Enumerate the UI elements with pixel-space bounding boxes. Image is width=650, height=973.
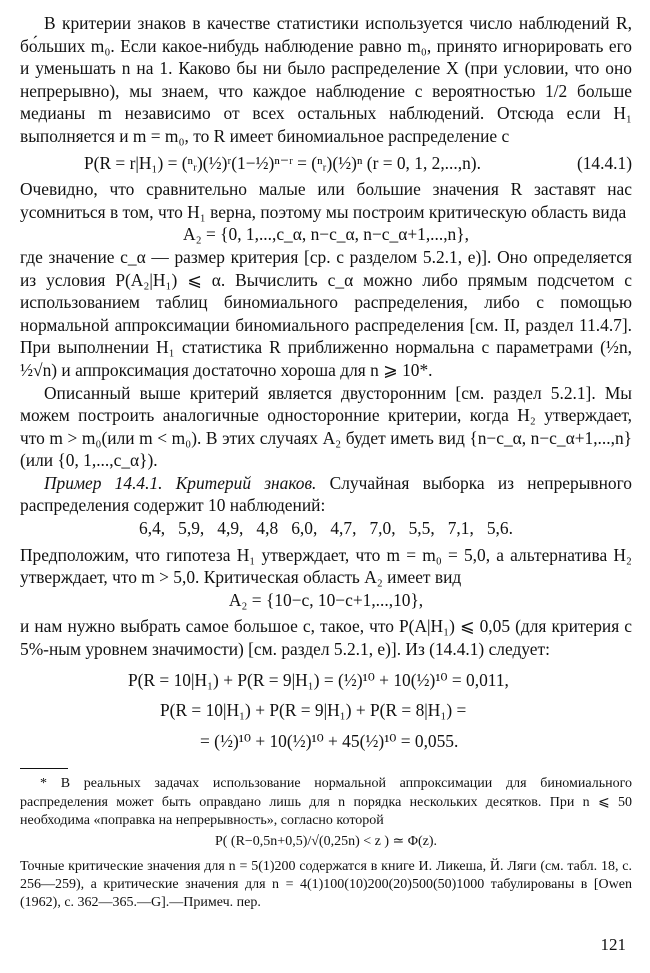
paragraph-critical-region: Очевидно, что сравнительно малые или большие значения R заставят нас усомниться в том, что H₁ верна, поэтому мы построим критическую область вида — [20, 179, 632, 222]
footnote-translator-note: Точные критические значения для n = 5(1)200 содержатся в книге И. Ликеша, Й. Ляги (см. табл. 18, с. 256—259), а критические значения для n = 4(1)100(10)200(20)500(50)1000 табулированы в [Owen (1962), с. 362—365.—G].—Примеч. пер. — [20, 859, 632, 911]
page-body — [20, 12, 632, 913]
paragraph-example-heading — [20, 472, 632, 517]
equation-number: (14.4.1) — [576, 152, 632, 173]
equation-region-a2: A₂ = {10−c, 10−c+1,...,10}, — [228, 589, 424, 610]
paragraph-choose-c: и нам нужно выбрать самое большое c, такое, что P(A|H₁) ⩽ 0,05 (для критерия с 5%-ным уровнем значимости) [см. раздел 5.2.1, е)]. Из (14.4.1) следует: — [20, 616, 632, 660]
footnote-equation: P( (R−0,5n+0,5)/√(0,25n) < z ) ≃ Φ(z). — [214, 834, 438, 850]
equation-binomial: P(R = r|H₁) = (ⁿᵣ)(½)ʳ(1−½)ⁿ⁻ʳ = (ⁿᵣ)(½)ⁿ (r = 0, 1, 2,...,n). — [84, 152, 481, 173]
footnote-text: * В реальных задачах использование нормальной аппроксимации для биномиального распределения может быть оправдано лишь для n порядка нескольких десятков. При n ⩽ 50 необходима «поправка на непрерывность», согласно которой — [20, 776, 632, 828]
equation-14-4-1 — [20, 152, 632, 175]
page-number: 121 — [600, 935, 626, 954]
paragraph-sign-test-intro: В критерии знаков в качестве статистики используется число наблюдений R, бо́льших m₀. Если какое-нибудь наблюдение равно m₀, принято игнорировать его и уменьшать n на 1. Каково бы ни было распределение X (при условии, что оно непрерывно), мы знаем, что каждое наблюдение с вероятностью 1/2 больше медианы m независимо от всех остальных наблюдений. Отсюда если H₁ выполняется и m = m₀, то R имеет биномиальное распределение с — [20, 13, 632, 146]
equation-prob-sum-3: = (½)¹⁰ + 10(½)¹⁰ + 45(½)¹⁰ = 0,055. — [200, 730, 459, 751]
sample-data-line: 6,4, 5,9, 4,9, 4,8 6,0, 4,7, 7,0, 5,5, 7,1, 5,6. — [139, 518, 513, 539]
equation-prob-sum-2: P(R = 10|H₁) + P(R = 9|H₁) + P(R = 8|H₁) = — [160, 700, 467, 721]
example-text: Случайная выборка из непрерывного распределения содержит 10 наблюдений: — [20, 472, 632, 516]
paragraph-size-of-test: где значение c_α — размер критерия [ср. с разделом 5.2.1, е)]. Оно определяется из условия P(A₂|H₁) ⩽ α. Вычислить c_α можно либо прямым подсчетом с использованием таблиц биномиального распределения, либо с помощью нормальной аппроксимации биномиального распределения [см. II, раздел 11.4.7]. При выполнении H₁ статистика R приближенно нормальна с параметрами (½n, ½√n) и аппроксимация достаточно хороша для n ⩾ 10*. — [20, 246, 632, 380]
paragraph-hypothesis: Предположим, что гипотеза H₁ утверждает, что m = m₀ = 5,0, а альтернатива H₂ утверждает, что m > 5,0. Критическая область A₂ имеет вид — [20, 544, 632, 588]
example-title: Пример 14.4.1. Критерий знаков. — [44, 472, 317, 493]
paragraph-two-sided: Описанный выше критерий является двусторонним [см. раздел 5.2.1]. Мы можем построить аналогичные односторонние критерии, когда H₂ утверждает, что m > m₀(или m < m₀). В этих случаях A₂ будет иметь вид {n−c_α, n−c_α+1,...,n} (или {0, 1,...,c_α}). — [20, 382, 632, 471]
equation-critical-region: A₂ = {0, 1,...,c_α, n−c_α, n−c_α+1,...,n}, — [183, 224, 469, 245]
equation-prob-sum-1: P(R = 10|H₁) + P(R = 9|H₁) = (½)¹⁰ + 10(½)¹⁰ = 0,011, — [128, 669, 509, 690]
